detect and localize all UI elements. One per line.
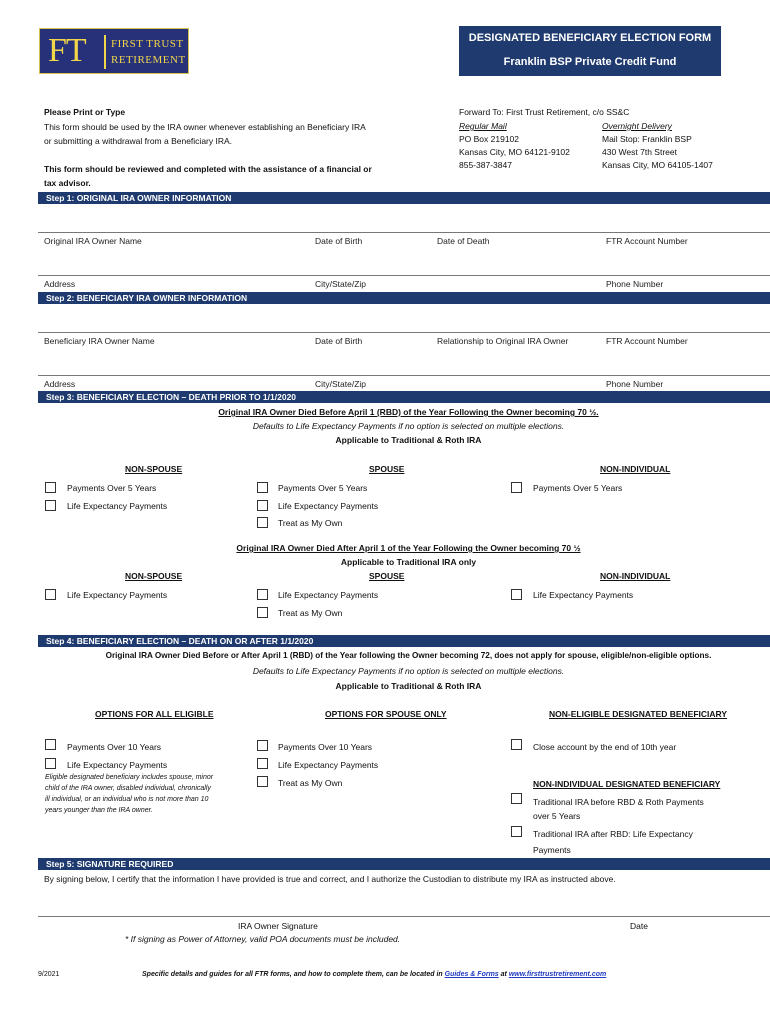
forward-to: Forward To: First Trust Retirement, c/o SS&C xyxy=(459,107,630,117)
field-owner-city-state-zip[interactable]: City/State/Zip xyxy=(315,279,367,289)
step3a-applicable: Applicable to Traditional & Roth IRA xyxy=(335,435,482,445)
option-label: Close account by the end of 10th year xyxy=(533,742,677,752)
logo-divider xyxy=(104,35,106,69)
step4-heading: Original IRA Owner Died Before or After April 1 (RBD) of the Year following the Owner becoming 72, does not apply for spouse, eligible/non-eligible options. xyxy=(105,651,712,660)
overnight-line: Kansas City, MO 64105-1407 xyxy=(602,160,713,170)
checkbox[interactable] xyxy=(257,589,268,600)
logo-initials: FT xyxy=(48,32,86,69)
signature-statement: By signing below, I certify that the information I have provided is true and correct, and I authorize the Custodian to distribute my IRA as instructed above. xyxy=(44,874,616,884)
checkbox[interactable] xyxy=(511,826,522,837)
checkbox[interactable] xyxy=(511,589,522,600)
option-label-cont: Payments xyxy=(533,845,571,855)
option-label: Payments Over 10 Years xyxy=(278,742,373,752)
option-label: Life Expectancy Payments xyxy=(278,590,379,600)
field-beneficiary-address[interactable]: Address xyxy=(44,379,76,389)
checkbox[interactable] xyxy=(257,607,268,618)
checkbox[interactable] xyxy=(257,758,268,769)
option-label: Life Expectancy Payments xyxy=(67,760,168,770)
step3b-heading: Original IRA Owner Died After April 1 of the Year Following the Owner becoming 70 ½ xyxy=(236,543,581,553)
checkbox[interactable] xyxy=(257,776,268,787)
field-owner-phone[interactable]: Phone Number xyxy=(606,279,664,289)
regular-mail-title: Regular Mail xyxy=(459,121,507,131)
step3-header: Step 3: BENEFICIARY ELECTION – DEATH PRIOR TO 1/1/2020 xyxy=(38,391,770,403)
form-title: DESIGNATED BENEFICIARY ELECTION FORM xyxy=(468,32,712,44)
poa-note: * If signing as Power of Attorney, valid POA documents must be included. xyxy=(125,934,401,944)
step4-header: Step 4: BENEFICIARY ELECTION – DEATH ON OR AFTER 1/1/2020 xyxy=(38,635,770,647)
eligible-note-line: years younger than the IRA owner. xyxy=(45,807,153,814)
footer-note-text: Specific details and guides for all FTR forms, and how to complete them, can be located in xyxy=(142,971,443,978)
option-label: Traditional IRA before RBD & Roth Payments xyxy=(533,797,704,807)
option-label: Payments Over 10 Years xyxy=(67,742,162,752)
intro-bold-line2: tax advisor. xyxy=(44,178,91,188)
option-label: Life Expectancy Payments xyxy=(278,501,379,511)
option-label: Treat as My Own xyxy=(278,608,343,618)
step1-row1-line xyxy=(38,232,770,233)
checkbox[interactable] xyxy=(45,739,56,750)
regular-mail-line: PO Box 219102 xyxy=(459,134,520,144)
col-nonindividual: NON-INDIVIDUAL xyxy=(600,571,671,581)
regular-mail-line: 855-387-3847 xyxy=(459,160,512,170)
option-label: Payments Over 5 Years xyxy=(278,483,368,493)
field-beneficiary-name[interactable]: Beneficiary IRA Owner Name xyxy=(44,336,155,346)
overnight-line: 430 West 7th Street xyxy=(602,147,677,157)
step2-row1-line xyxy=(38,332,770,333)
form-version: 9/2021 xyxy=(38,971,60,978)
footer-note xyxy=(142,971,606,978)
field-beneficiary-city-state-zip[interactable]: City/State/Zip xyxy=(315,379,367,389)
checkbox[interactable] xyxy=(45,500,56,511)
col-all-eligible: OPTIONS FOR ALL ELIGIBLE xyxy=(95,709,214,719)
checkbox[interactable] xyxy=(257,740,268,751)
step3a-heading: Original IRA Owner Died Before April 1 (RBD) of the Year Following the Owner becoming 70 ½. xyxy=(218,407,599,417)
col-nonspouse: NON-SPOUSE xyxy=(125,571,183,581)
field-original-owner-name[interactable]: Original IRA Owner Name xyxy=(44,236,142,246)
checkbox[interactable] xyxy=(511,482,522,493)
col-spouse-only: OPTIONS FOR SPOUSE ONLY xyxy=(325,709,447,719)
date-label: Date xyxy=(630,921,648,931)
col-spouse: SPOUSE xyxy=(369,571,405,581)
field-owner-date-of-death[interactable]: Date of Death xyxy=(437,236,490,246)
checkbox[interactable] xyxy=(45,758,56,769)
logo-line2: RETIREMENT xyxy=(111,54,186,66)
regular-mail-line: Kansas City, MO 64121-9102 xyxy=(459,147,570,157)
option-label: Life Expectancy Payments xyxy=(67,501,168,511)
overnight-line: Mail Stop: Franklin BSP xyxy=(602,134,692,144)
footer-at: at xyxy=(500,971,507,978)
option-label: Treat as My Own xyxy=(278,518,343,528)
field-owner-dob[interactable]: Date of Birth xyxy=(315,236,363,246)
intro-line2: or submitting a withdrawal from a Beneficiary IRA. xyxy=(44,136,233,146)
option-label: Treat as My Own xyxy=(278,778,343,788)
option-label: Payments Over 5 Years xyxy=(67,483,157,493)
signature-line[interactable] xyxy=(38,916,770,917)
intro-bold-line1: This form should be reviewed and completed with the assistance of a financial or xyxy=(44,164,372,174)
option-label: Payments Over 5 Years xyxy=(533,483,623,493)
step2-header: Step 2: BENEFICIARY IRA OWNER INFORMATION xyxy=(38,292,770,304)
field-beneficiary-dob[interactable]: Date of Birth xyxy=(315,336,363,346)
step1-header: Step 1: ORIGINAL IRA OWNER INFORMATION xyxy=(38,192,770,204)
overnight-title: Overnight Delivery xyxy=(602,121,672,131)
field-owner-address[interactable]: Address xyxy=(44,279,76,289)
checkbox[interactable] xyxy=(257,482,268,493)
company-logo xyxy=(39,28,189,74)
field-owner-account-number[interactable]: FTR Account Number xyxy=(606,236,688,246)
field-beneficiary-account-number[interactable]: FTR Account Number xyxy=(606,336,688,346)
step4-applicable: Applicable to Traditional & Roth IRA xyxy=(335,681,482,691)
checkbox[interactable] xyxy=(257,500,268,511)
field-beneficiary-phone[interactable]: Phone Number xyxy=(606,379,664,389)
checkbox[interactable] xyxy=(257,517,268,528)
logo-line1: FIRST TRUST xyxy=(111,38,184,50)
option-label: Traditional IRA after RBD: Life Expectancy xyxy=(533,829,693,839)
checkbox[interactable] xyxy=(45,589,56,600)
form-header xyxy=(459,26,721,76)
print-instruction: Please Print or Type xyxy=(44,107,126,117)
option-label-cont: over 5 Years xyxy=(533,811,581,821)
intro-line1: This form should be used by the IRA owner whenever establishing an Beneficiary IRA xyxy=(44,122,366,132)
step4-default-note: Defaults to Life Expectancy Payments if no option is selected on multiple elections. xyxy=(252,666,565,676)
checkbox[interactable] xyxy=(45,482,56,493)
eligible-note-line: Eligible designated beneficiary includes spouse, minor xyxy=(45,774,214,781)
step2-row2-line xyxy=(38,375,770,376)
col-non-individual-designated: NON-INDIVIDUAL DESIGNATED BENEFICIARY xyxy=(533,779,721,789)
col-spouse: SPOUSE xyxy=(369,464,405,474)
field-relationship[interactable]: Relationship to Original IRA Owner xyxy=(437,336,569,346)
col-nonindividual: NON-INDIVIDUAL xyxy=(600,464,671,474)
step1-row2-line xyxy=(38,275,770,276)
form-subtitle: Franklin BSP Private Credit Fund xyxy=(503,56,677,68)
option-label: Life Expectancy Payments xyxy=(67,590,168,600)
step3b-applicable: Applicable to Traditional IRA only xyxy=(340,557,477,567)
col-non-eligible: NON-ELIGIBLE DESIGNATED BENEFICIARY xyxy=(549,709,728,719)
step5-header: Step 5: SIGNATURE REQUIRED xyxy=(38,858,770,870)
step3a-default-note: Defaults to Life Expectancy Payments if no option is selected on multiple elections. xyxy=(252,421,565,431)
website-link[interactable]: www.firsttrustretirement.com xyxy=(508,971,607,978)
guides-forms-link[interactable]: Guides & Forms xyxy=(444,971,499,978)
checkbox[interactable] xyxy=(511,793,522,804)
col-nonspouse: NON-SPOUSE xyxy=(125,464,183,474)
eligible-note-line: ill individual, or an individual who is not more than 10 xyxy=(45,796,209,803)
signature-label: IRA Owner Signature xyxy=(238,921,318,931)
eligible-note-line: child of the IRA owner, disabled individual, chronically xyxy=(45,785,211,792)
checkbox[interactable] xyxy=(511,739,522,750)
option-label: Life Expectancy Payments xyxy=(533,590,634,600)
option-label: Life Expectancy Payments xyxy=(278,760,379,770)
